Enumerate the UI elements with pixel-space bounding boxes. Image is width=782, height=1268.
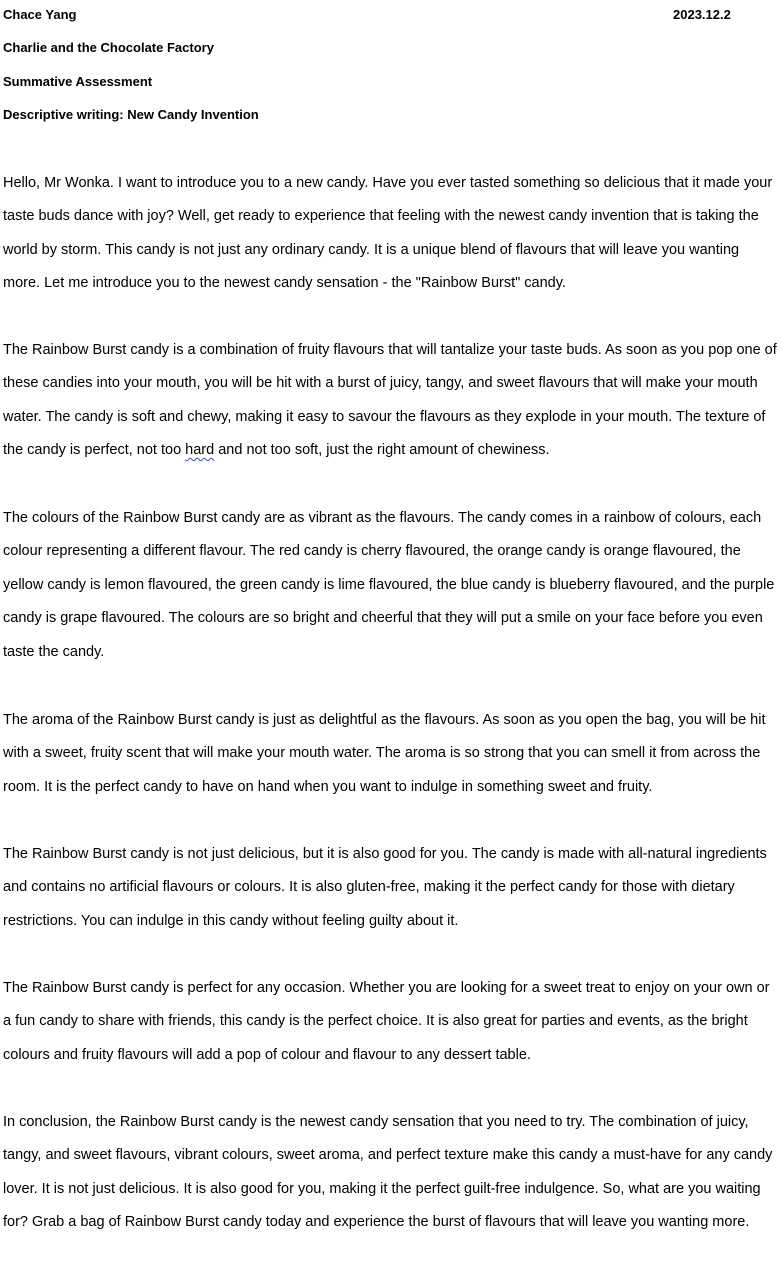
author-name: Chace Yang [3, 7, 77, 22]
document-date: 2023.12.2 [673, 7, 731, 22]
assessment-type: Summative Assessment [3, 74, 153, 89]
book-title: Charlie and the Chocolate Factory [3, 40, 214, 55]
paragraph-flavour [3, 334, 779, 468]
paragraph-health: The Rainbow Burst candy is not just delicious, but it is also good for you. The candy is made with all-natural ingredients and contains no artificial flavours or colours. It is also gluten-free, making it the perfect candy for those with dietary restrictions. You can indulge in this candy without feeling guilty about it. [3, 846, 767, 929]
paragraph-aroma: The aroma of the Rainbow Burst candy is just as delightful as the flavours. As soon as you open the bag, you will be hit with a sweet, fruity scent that will make your mouth water. The aroma is so strong that you can smell it from across the room. It is the perfect candy to have on hand when you want to indulge in something sweet and fruity. [3, 712, 766, 795]
task-title: Descriptive writing: New Candy Invention [3, 107, 259, 122]
paragraph-flavour-text-2: and not too soft, just the right amount of chewiness. [214, 442, 550, 459]
paragraph-introduction: Hello, Mr Wonka. I want to introduce you to a new candy. Have you ever tasted something so delicious that it made your taste buds dance with joy? Well, get ready to experience that feeling with the newest candy invention that is taking the world by storm. This candy is not just any ordinary candy. It is a unique blend of flavours that will leave you wanting more. Let me introduce you to the newest candy sensation - the "Rainbow Burst" candy. [3, 175, 773, 292]
paragraph-flavour-text-1: The Rainbow Burst candy is a combination of fruity flavours that will tantalize your taste buds. As soon as you pop one of these candies into your mouth, you will be hit with a burst of juicy, tangy, and sweet flavours that will make your mouth water. The candy is soft and chewy, making it easy to savour the flavours as they explode in your mouth. The texture of the candy is perfect, not too [3, 342, 777, 459]
paragraph-occasion: The Rainbow Burst candy is perfect for any occasion. Whether you are looking for a sweet treat to enjoy on your own or a fun candy to share with friends, this candy is the perfect choice. It is also great for parties and events, as the bright colours and fruity flavours will add a pop of colour and flavour to any dessert table. [3, 980, 770, 1063]
spellcheck-flagged-word[interactable]: hard [185, 442, 215, 459]
paragraph-conclusion: In conclusion, the Rainbow Burst candy is the newest candy sensation that you need to try. The combination of juicy, tangy, and sweet flavours, vibrant colours, sweet aroma, and perfect texture make this candy a must-have for any candy lover. It is not just delicious. It is also good for you, making it the perfect guilt-free indulgence. So, what are you waiting for? Grab a bag of Rainbow Burst candy today and experience the burst of flavours that will leave you wanting more. [3, 1114, 773, 1231]
paragraph-colours: The colours of the Rainbow Burst candy are as vibrant as the flavours. The candy comes in a rainbow of colours, each colour representing a different flavour. The red candy is cherry flavoured, the orange candy is orange flavoured, the yellow candy is lemon flavoured, the green candy is lime flavoured, the blue candy is blueberry flavoured, and the purple candy is grape flavoured. The colours are so bright and cheerful that they will put a smile on your face before you even taste the candy. [3, 510, 775, 660]
